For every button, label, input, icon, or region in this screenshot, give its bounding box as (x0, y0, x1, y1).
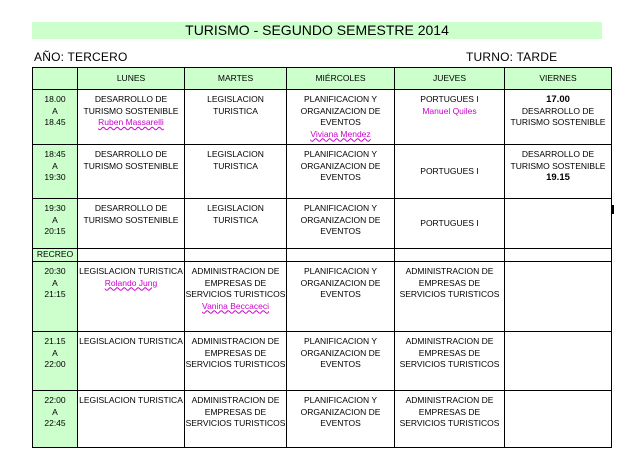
time-cell (33, 145, 78, 199)
header-corner (33, 68, 78, 90)
start-time: 17.00 (546, 94, 570, 105)
class-cell (505, 199, 612, 249)
class-cell (287, 199, 395, 249)
teacher-name: Rolando Jung (104, 277, 158, 288)
class-cell (185, 199, 287, 249)
subject-name: PLANIFICACION Y ORGANIZACION DE EVENTOS (300, 336, 381, 369)
time-text: 18:45 (44, 149, 66, 159)
time-text: 21:15 (44, 289, 66, 299)
subject-name: ADMINISTRACION DE EMPRESAS DE SERVICIOS TURISTICOS (399, 395, 500, 428)
time-text: A (52, 160, 58, 171)
class-cell (78, 199, 185, 249)
day-header: VIERNES (505, 68, 612, 90)
time-slot-row (33, 391, 612, 448)
time-slot-row (33, 145, 612, 199)
time-slot-row (33, 199, 612, 249)
class-cell (395, 145, 505, 199)
day-header: LUNES (78, 68, 185, 90)
class-cell (505, 332, 612, 391)
shift-label: TURNO: TARDE (466, 50, 558, 64)
subject-name: LEGISLACION TURISTICA (79, 266, 183, 276)
subject-name: LEGISLACION TURISTICA (79, 336, 183, 346)
subject-name: ADMINISTRACION DE EMPRESAS DE SERVICIOS TURISTICOS (185, 266, 286, 299)
class-cell (505, 262, 612, 332)
teacher-name: Vanina Beccaceci (202, 300, 269, 311)
time-text: 19:30 (44, 172, 66, 182)
class-cell (395, 199, 505, 249)
time-text: 19:30 (44, 203, 66, 213)
page-title: TURISMO - SEGUNDO SEMESTRE 2014 (32, 22, 602, 39)
day-header: JUEVES (395, 68, 505, 90)
class-cell (287, 90, 395, 145)
class-cell (78, 90, 185, 145)
end-time: 19.15 (546, 172, 570, 183)
time-cell (33, 262, 78, 332)
class-cell (505, 391, 612, 448)
day-header: MARTES (185, 68, 287, 90)
time-text: A (52, 406, 58, 417)
time-text: A (52, 347, 58, 358)
subject-name: PORTUGUES I (420, 94, 479, 104)
subject-name: ADMINISTRACION DE EMPRESAS DE SERVICIOS TURISTICOS (399, 266, 500, 299)
class-cell (505, 145, 612, 199)
subject-name: LEGISLACION TURISTICA (207, 149, 264, 171)
recreo-row (33, 249, 612, 262)
subject-name: PLANIFICACION Y ORGANIZACION DE EVENTOS (300, 149, 381, 182)
class-cell (78, 332, 185, 391)
class-cell (287, 145, 395, 199)
recreo-blank-cell (287, 249, 395, 262)
schedule-table (32, 67, 612, 448)
subject-name: PORTUGUES I (420, 165, 479, 176)
time-text: 22:00 (44, 395, 66, 405)
header-row (33, 68, 612, 90)
time-text: 20:15 (44, 226, 66, 236)
class-cell (395, 90, 505, 145)
subject-name: LEGISLACION TURISTICA (207, 94, 264, 116)
recreo-blank-cell (185, 249, 287, 262)
class-cell (185, 262, 287, 332)
subject-name: ADMINISTRACION DE EMPRESAS DE SERVICIOS TURISTICOS (185, 395, 286, 428)
subject-name: PLANIFICACION Y ORGANIZACION DE EVENTOS (300, 203, 381, 236)
subject-name: DESARROLLO DE TURISMO SOSTENIBLE (510, 149, 606, 171)
time-text: 22:45 (44, 418, 66, 428)
subject-name: ADMINISTRACION DE EMPRESAS DE SERVICIOS TURISTICOS (399, 336, 500, 369)
subject-name: PLANIFICACION Y ORGANIZACION DE EVENTOS (300, 395, 381, 428)
subject-name: ADMINISTRACION DE EMPRESAS DE SERVICIOS TURISTICOS (185, 336, 286, 369)
subject-name: DESARROLLO DE TURISMO SOSTENIBLE (83, 203, 179, 225)
subject-name: LEGISLACION TURISTICA (79, 395, 183, 405)
class-cell (395, 391, 505, 448)
time-cell (33, 332, 78, 391)
subject-name: PLANIFICACION Y ORGANIZACION DE EVENTOS (300, 266, 381, 299)
class-cell (185, 332, 287, 391)
recreo-blank-cell (78, 249, 185, 262)
teacher-name: Ruben Massarelli (98, 117, 164, 127)
year-label: AÑO: TERCERO (34, 50, 128, 64)
time-text: 22:00 (44, 359, 66, 369)
class-cell (505, 90, 612, 145)
recreo-label: RECREO (33, 249, 78, 262)
class-cell (287, 391, 395, 448)
teacher-name: Manuel Quiles (422, 105, 477, 116)
recreo-blank-cell (505, 249, 612, 262)
time-slot-row (33, 262, 612, 332)
class-cell (287, 332, 395, 391)
subject-name: PORTUGUES I (420, 217, 479, 228)
time-slot-row (33, 90, 612, 145)
class-cell (78, 145, 185, 199)
subject-name: PLANIFICACION Y ORGANIZACION DE EVENTOS (300, 94, 381, 127)
time-text: A (52, 277, 58, 288)
class-cell (185, 145, 287, 199)
time-text: 21.15 (44, 336, 66, 346)
time-cell (33, 90, 78, 145)
class-cell (78, 391, 185, 448)
subject-name: LEGISLACION TURISTICA (207, 203, 264, 225)
time-text: 18.45 (44, 117, 66, 127)
time-text: A (52, 105, 58, 116)
class-cell (78, 262, 185, 332)
time-cell (33, 199, 78, 249)
edge-mark (612, 205, 614, 214)
time-cell (33, 391, 78, 448)
class-cell (185, 90, 287, 145)
recreo-blank-cell (395, 249, 505, 262)
teacher-name: Viviana Mendez (310, 128, 371, 139)
time-slot-row (33, 332, 612, 391)
class-cell (395, 262, 505, 332)
subject-name: DESARROLLO DE TURISMO SOSTENIBLE (83, 149, 179, 171)
time-text: 20:30 (44, 266, 66, 276)
time-text: 18.00 (44, 94, 66, 104)
class-cell (185, 391, 287, 448)
subject-name: DESARROLLO DE TURISMO SOSTENIBLE (510, 105, 606, 127)
day-header: MIÉRCOLES (287, 68, 395, 90)
time-text: A (52, 214, 58, 225)
class-cell (395, 332, 505, 391)
subject-name: DESARROLLO DE TURISMO SOSTENIBLE (83, 94, 179, 116)
class-cell (287, 262, 395, 332)
